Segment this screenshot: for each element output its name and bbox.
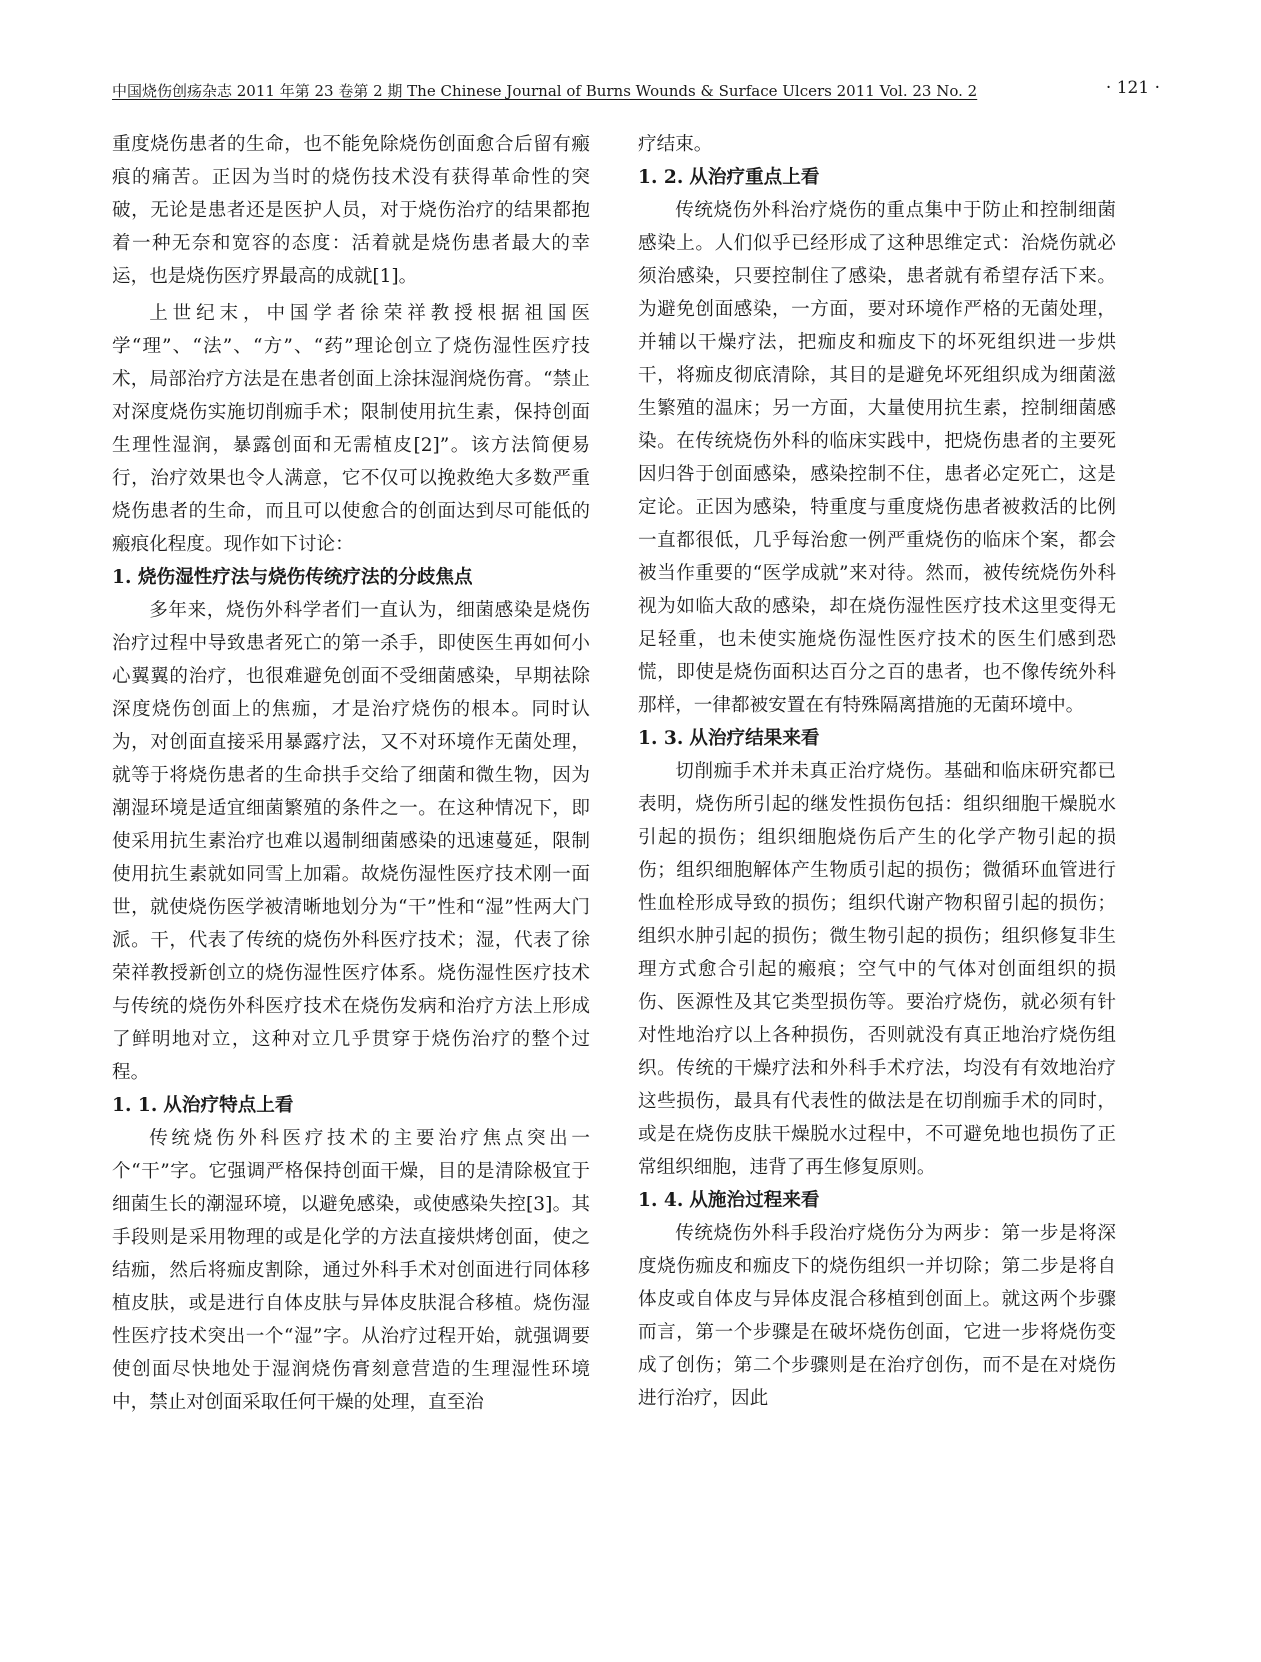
paragraph: 切削痂手术并未真正治疗烧伤。基础和临床研究都已表明，烧伤所引起的继发性损伤包括：组织细胞干燥脱水引起的损伤；组织细胞烧伤后产生的化学产物引起的损伤；组织细胞解体产生物质引起的损伤；微循环血管进行性血栓形成导致的损伤；组织代谢产物积留引起的损伤；组织水肿引起的损伤；微生物引起的损伤；组织修复非生理方式愈合引起的瘢痕；空气中的气体对创面组织的损伤、医源性及其它类型损伤等。要治疗烧伤，就必须有针对性地治疗以上各种损伤，否则就没有真正地治疗烧伤组织。传统的干燥疗法和外科手术疗法，均没有有效地治疗这些损伤，最具有代表性的做法是在切削痂手术的同时，或是在烧伤皮肤干燥脱水过程中，不可避免地也损伤了正常组织细胞，违背了再生修复原则。 (638, 761, 1116, 1178)
journal-citation: 中国烧伤创疡杂志 2011 年第 23 卷第 2 期 The Chinese Journal of Burns Wounds & Surface Ulcers 2011 Vol. 23 No. 2 (112, 82, 978, 100)
paragraph: 上世纪末，中国学者徐荣祥教授根据祖国医学“理”、“法”、“方”、“药”理论创立了烧伤湿性医疗技术，局部治疗方法是在患者创面上涂抹湿润烧伤膏。“禁止对深度烧伤实施切削痂手术；限制使用抗生素，保持创面生理性湿润，暴露创面和无需植皮[2]”。该方法简便易行，治疗效果也令人满意，它不仅可以挽救绝大多数严重烧伤患者的生命，而且可以使愈合的创面达到尽可能低的瘢痕化程度。现作如下讨论： (112, 303, 590, 555)
paragraph: 传统烧伤外科治疗烧伤的重点集中于防止和控制细菌感染上。人们似乎已经形成了这种思维定式：治烧伤就必须治感染，只要控制住了感染，患者就有希望存活下来。为避免创面感染，一方面，要对环境作严格的无菌处理，并辅以干燥疗法，把痂皮和痂皮下的坏死组织进一步烘干，将痂皮彻底清除，其目的是避免坏死组织成为细菌滋生繁殖的温床；另一方面，大量使用抗生素，控制细菌感染。在传统烧伤外科的临床实践中，把烧伤患者的主要死因归咎于创面感染，感染控制不住，患者必定死亡，这是定论。正因为感染，特重度与重度烧伤患者被救活的比例一直都很低，几乎每治愈一例严重烧伤的临床个案，都会被当作重要的“医学成就”来对待。然而，被传统烧伤外科视为如临大敌的感染，却在烧伤湿性医疗技术这里变得无足轻重，也未使实施烧伤湿性医疗技术的医生们感到恐慌，即使是烧伤面积达百分之百的患者，也不像传统外科那样，一律都被安置在有特殊隔离措施的无菌环境中。 (638, 200, 1116, 716)
paragraph: 传统烧伤外科手段治疗烧伤分为两步：第一步是将深度烧伤痂皮和痂皮下的烧伤组织一并切除；第二步是将自体皮或自体皮与异体皮混合移植到创面上。就这两个步骤而言，第一个步骤是在破坏烧伤创面，它进一步将烧伤变成了创伤；第二个步骤则是在治疗创伤，而不是在对烧伤进行治疗，因此 (638, 1223, 1116, 1409)
paragraph: 重度烧伤患者的生命，也不能免除烧伤创面愈合后留有瘢痕的痛苦。正因为当时的烧伤技术没有获得革命性的突破，无论是患者还是医护人员，对于烧伤治疗的结果都抱着一种无奈和宽容的态度：活着就是烧伤患者最大的幸运，也是烧伤医疗界最高的成就[1]。 (112, 134, 590, 287)
subsection-title: 从治疗结果来看 (689, 728, 820, 749)
subsection-number: 1. 2. (638, 167, 684, 188)
subsection-heading (638, 722, 1116, 755)
subsection-number: 1. 1. (112, 1095, 158, 1116)
subsection-heading (112, 1089, 590, 1122)
section-heading: 1. 烧伤湿性疗法与烧伤传统疗法的分歧焦点 (112, 567, 473, 588)
left-column (112, 128, 590, 1419)
page-number: · 121 · (1105, 78, 1160, 98)
subsection-title: 从施治过程来看 (689, 1190, 820, 1211)
subsection-title: 从治疗特点上看 (163, 1095, 294, 1116)
subsection-title: 从治疗重点上看 (689, 167, 820, 188)
paragraph: 传统烧伤外科医疗技术的主要治疗焦点突出一个“干”字。它强调严格保持创面干燥，目的是清除极宜于细菌生长的潮湿环境，以避免感染，或使感染失控[3]。其手段则是采用物理的或是化学的方法直接烘烤创面，使之结痂，然后将痂皮割除，通过外科手术对创面进行同体移植皮肤，或是进行自体皮肤与异体皮肤混合移植。烧伤湿性医疗技术突出一个“湿”字。从治疗过程开始，就强调要使创面尽快地处于湿润烧伤膏刻意营造的生理湿性环境中，禁止对创面采取任何干燥的处理，直至治 (112, 1128, 590, 1413)
subsection-heading (638, 161, 1116, 194)
right-column (638, 128, 1116, 1415)
subsection-heading (638, 1184, 1116, 1217)
subsection-number: 1. 4. (638, 1190, 684, 1211)
paragraph: 多年来，烧伤外科学者们一直认为，细菌感染是烧伤治疗过程中导致患者死亡的第一杀手，即使医生再如何小心翼翼的治疗，也很难避免创面不受细菌感染，早期祛除深度烧伤创面上的焦痂，才是治疗烧伤的根本。同时认为，对创面直接采用暴露疗法，又不对环境作无菌处理，就等于将烧伤患者的生命拱手交给了细菌和微生物，因为潮湿环境是适宜细菌繁殖的条件之一。在这种情况下，即使采用抗生素治疗也难以遏制细菌感染的迅速蔓延，限制使用抗生素就如同雪上加霜。故烧伤湿性医疗技术刚一面世，就使烧伤医学被清晰地划分为“干”性和“湿”性两大门派。干，代表了传统的烧伤外科医疗技术；湿，代表了徐荣祥教授新创立的烧伤湿性医疗体系。烧伤湿性医疗技术与传统的烧伤外科医疗技术在烧伤发病和治疗方法上形成了鲜明地对立，这种对立几乎贯穿于烧伤治疗的整个过程。 (112, 600, 590, 1083)
paragraph: 疗结束。 (638, 134, 713, 155)
running-header (112, 78, 1160, 104)
subsection-number: 1. 3. (638, 728, 684, 749)
